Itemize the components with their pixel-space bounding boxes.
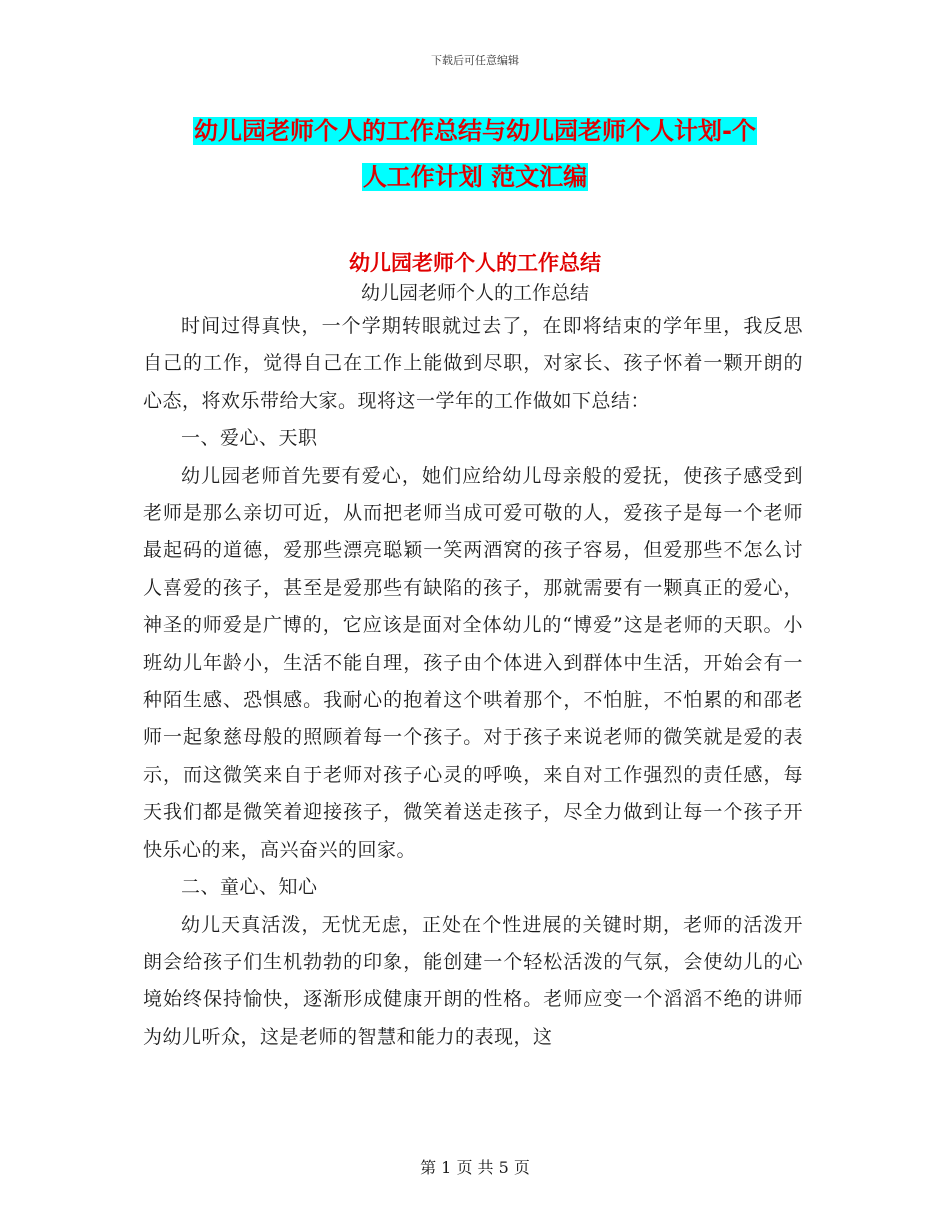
heading-love-duty: 一、爱心、天职 bbox=[181, 427, 318, 450]
paragraph-love-duty: 幼儿园老师首先要有爱心，她们应给幼儿母亲般的爱抚，使孩子感受到老师是那么亲切可近，从而把老师当成可爱可敬的人，爱孩子是每一个老师最起码的道德，爱那些漂亮聪颖一笑两酒窝的孩子容易，但爱那些不怎么讨人喜爱的孩子，甚至是爱那些有缺陷的孩子，那就需要有一颗真正的爱心，神圣的师爱是广博的，它应该是面对全体幼儿的“博爱”这是老师的天职。小班幼儿年龄小，生活不能自理，孩子由个体进入到群体中生活，开始会有一种陌生感、恐惧感。我耐心的抱着这个哄着那个，不怕脏，不怕累的和邵老师一起象慈母般的照顾着每一个孩子。对于孩子来说老师的微笑就是爱的表示，而这微笑来自于老师对孩子心灵的呼唤，来自对工作强烈的责任感，每天我们都是微笑着迎接孩子，微笑着送走孩子，尽全力做到让每一个孩子开快乐心的来，高兴奋兴的回家。 bbox=[143, 464, 803, 861]
heading-childlike-heart: 二、童心、知心 bbox=[181, 876, 318, 899]
document-title-line-1: 幼儿园老师个人的工作总结与幼儿园老师个人计划-个 bbox=[194, 117, 756, 145]
section-title: 幼儿园老师个人的工作总结 bbox=[349, 251, 601, 275]
paragraph-childlike-heart: 幼儿天真活泼，无忧无虑，正处在个性进展的关键时期，老师的活泼开朗会给孩子们生机勃勃的印象，能创建一个轻松活泼的气氛，会使幼儿的心境始终保持愉快，逐渐形成健康开朗的性格。老师应变一个滔滔不绝的讲师为幼儿听众，这是老师的智慧和能力的表现，这 bbox=[143, 913, 803, 1048]
document-title bbox=[140, 108, 810, 200]
document-title-line-2: 人工作计划 范文汇编 bbox=[362, 163, 588, 191]
section-subtitle: 幼儿园老师个人的工作总结 bbox=[360, 282, 589, 304]
paragraph-intro: 时间过得真快，一个学期转眼就过去了，在即将结束的学年里，我反思自己的工作，觉得自己在工作上能做到尽职，对家长、孩子怀着一颗开朗的心态，将欢乐带给大家。现将这一学年的工作做如下总结： bbox=[143, 315, 803, 412]
page-header: 下载后可任意编辑 bbox=[431, 54, 519, 67]
body-text bbox=[143, 308, 803, 1056]
page-footer: 第 1 页 共 5 页 bbox=[420, 1158, 530, 1177]
